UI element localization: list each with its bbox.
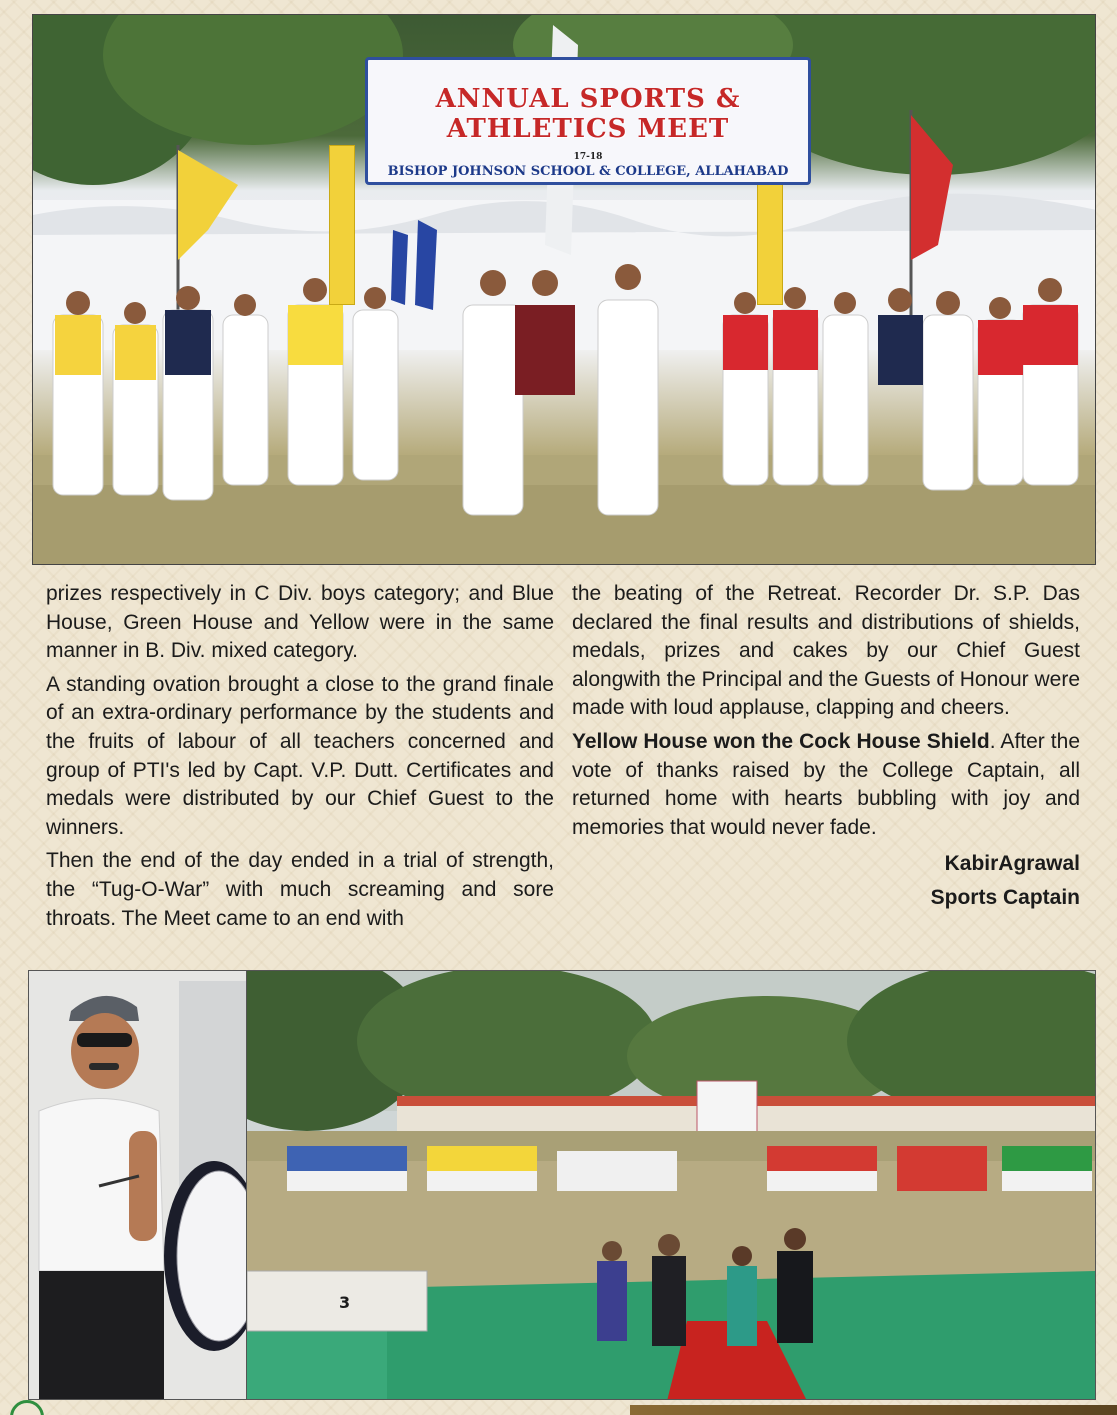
paragraph-house-prizes: prizes respectively in C Div. boys category; and Blue House, Green House and Yellow were in the same manner in B. Div. mixed category.: [46, 582, 554, 663]
banner-subtitle: BISHOP JOHNSON SCHOOL & COLLEGE, ALLAHABAD: [387, 164, 789, 179]
paragraph-retreat: the beating of the Retreat. Recorder Dr. S.P. Das declared the final results and distributions of shields, medals, prizes and cakes by our Chief Guest alongwith the Principal and the Guests of Honour were made with loud applause, clapping and cheers.: [572, 582, 1080, 720]
meet-banner: [365, 57, 811, 185]
page-number-badge: [10, 1400, 44, 1415]
drummer-scene: [29, 971, 248, 1400]
banner-year: 17-18: [573, 152, 603, 162]
footer-bar: [630, 1405, 1117, 1415]
banner-title: ANNUAL SPORTS & ATHLETICS MEET: [435, 84, 741, 144]
author-role: Sports Captain: [930, 886, 1080, 910]
drummer-photo: [28, 970, 248, 1400]
march-past-photo: [32, 14, 1096, 565]
paragraph-standing-ovation: A standing ovation brought a close to the grand finale of an extra-ordinary performance by the students and the fruits of labour of all teachers concerned and group of PTI's led by Capt. V.P. Dutt. Certificates and medals were distributed by our Chief Guest to the winners.: [46, 672, 554, 839]
arch-pillar-left: [329, 145, 355, 305]
author-name: KabirAgrawal: [944, 852, 1080, 876]
paragraph-cock-house: [572, 728, 1080, 842]
parade-ground-photo: [246, 970, 1096, 1400]
paragraph-vote-of-thanks: . After the vote of thanks raised by the College Captain, all returned home with hearts bubbling with joy and memories that would never fade.: [572, 729, 1081, 839]
article-right-column: [572, 580, 1080, 915]
article-left-column: [46, 580, 554, 938]
podium-number: 3: [339, 1293, 351, 1312]
cock-house-highlight: Yellow House won the Cock House Shield: [572, 729, 990, 753]
paragraph-tug-o-war: Then the end of the day ended in a trial of strength, the “Tug-O-War” with much screaming and sore throats. The Meet came to an end with: [46, 849, 554, 930]
parade-ground-scene: [247, 971, 1096, 1400]
